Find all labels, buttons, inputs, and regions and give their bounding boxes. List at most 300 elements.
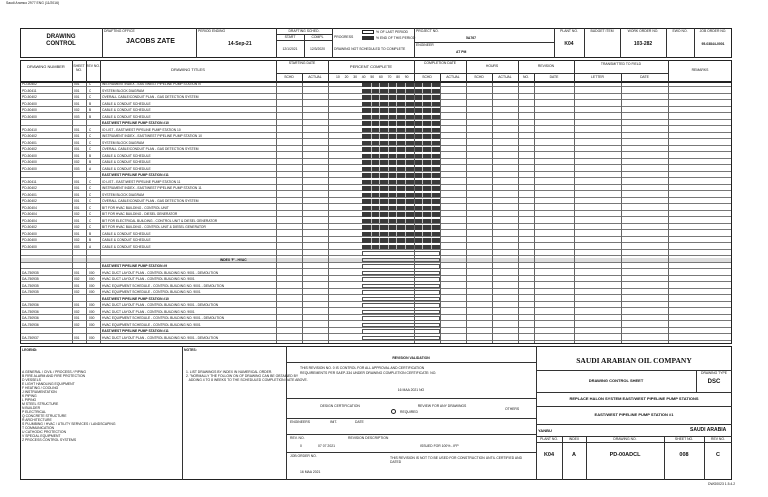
percent-tick: 80 (396, 75, 400, 79)
sheet-cell: 002 (74, 277, 80, 281)
progress-bar (362, 95, 440, 99)
sheet-cell: 001 (74, 303, 80, 307)
notes-list (186, 370, 308, 382)
col-revision: REVISION (537, 64, 555, 68)
title-cell: EAST/WEST PIPELINE PUMP STATION #10 (102, 121, 169, 125)
table-row (20, 128, 732, 133)
title-cell: SYSTEM BLOCK DIAGRAM (102, 140, 144, 145)
rev-cell: B (89, 114, 92, 119)
col-transmitted: TRANSMITTED TO FIELD (600, 62, 642, 66)
date-label: DATE (355, 420, 364, 424)
budget-label: BUDGET ITEM (590, 29, 614, 33)
percent-tick: 50 (370, 75, 375, 79)
col-rev: REV NO. (86, 64, 100, 68)
validation-line-2: REQUIREMENTS PER SAEP-334 UNDER DRAWING COMPLETION CERTIFICATE: NO. (300, 371, 437, 375)
title-line-2: CONTROL (46, 41, 76, 47)
drawing-number-cell: DA-750936 (22, 303, 39, 307)
rev-cell: C (89, 225, 92, 229)
tb-plant: K04 (543, 452, 555, 458)
drawing-number-cell: PD-50402 (22, 95, 37, 99)
drawing-number-cell: PD-50402 (22, 186, 37, 190)
note-item: 2. "NORMALLY THE FOLLOW ON OF DRAWING CAN BE OBTAINED BY (186, 374, 299, 378)
sheet-cell: 001 (74, 95, 80, 99)
tb-sheet-no-label: SHEET NO. (674, 437, 694, 441)
col-revision-date: DATE (549, 75, 559, 79)
progress-bar-empty (362, 297, 440, 301)
tb-rev-label: REV NO. (711, 437, 725, 441)
progress-bar (362, 134, 440, 138)
sheet-cell: 001 (74, 335, 80, 340)
progress-bar-empty (362, 303, 440, 307)
sheet-cell: 001 (74, 186, 80, 190)
office-label: DRAFTING OFFICE (104, 29, 135, 33)
rev-cell: C (89, 192, 92, 197)
col-hours-sched: SCHD (474, 75, 484, 79)
period-label: PERIOD ENDING (198, 29, 226, 33)
table-row (20, 258, 732, 263)
validation-title: REVISION VALIDATION (392, 356, 430, 360)
drawing-number-cell: DA-750935 (22, 270, 39, 275)
title-cell: CABLE & CONDUIT SCHEDULE (102, 101, 151, 106)
sheet-cell: 001 (74, 101, 80, 106)
engineers-label: ENGINEERS (290, 420, 310, 424)
legend-item: D VESSELS (22, 378, 41, 382)
sheet-cell: 001 (74, 270, 80, 275)
rev-no-label: REV. NO. (290, 436, 305, 440)
progress-label: PROGRESS (334, 35, 354, 39)
col-drawing-titles: DRAWING TITLES (171, 67, 205, 72)
rev-cell: 000 (89, 277, 95, 281)
title-cell: CABLE & CONDUIT SCHEDULE (102, 153, 151, 158)
location-left: YANBU (538, 428, 552, 433)
title-cell: EAST/WEST PIPELINE PUMP STATION #9 (102, 264, 168, 268)
table-row (20, 297, 732, 302)
start-date: 12/1/2021 (282, 47, 298, 51)
engineer-label: ENGINEER (416, 43, 434, 47)
col-hours: HOURS (485, 64, 499, 68)
drawing-number-cell: PD-50402 (22, 134, 37, 138)
progress-bar (362, 238, 440, 242)
rev-cell: 000 (89, 270, 95, 275)
rev-cell: C (89, 218, 92, 223)
table-row (20, 271, 732, 276)
validation-line-1: THIS REVISION NO. 0 IS CONTROL FOR ALL APPROVAL AND CERTIFICATION (300, 366, 425, 370)
progress-bar (362, 212, 440, 216)
col-start-actual: ACTUAL (308, 75, 322, 79)
sheet-cell: 001 (74, 140, 80, 145)
table-row (20, 154, 732, 159)
rev-cell: C (89, 179, 92, 184)
title-cell: HVAC DUCT LAYOUT PLAN - CONTROL BUILDING NO. 9001 - DEMOLITION (102, 335, 219, 340)
drawing-number-cell: PD-50400 (22, 231, 37, 236)
drawing-number-cell: PD-50410 (22, 127, 37, 132)
rev-cell: C (89, 186, 92, 190)
table-row (20, 206, 732, 211)
progress-bar (362, 186, 440, 190)
table-row (20, 82, 732, 87)
table-row (20, 141, 732, 146)
rev-cell: 000 (89, 309, 95, 314)
progress-bar-empty (362, 264, 440, 268)
progress-bar (362, 167, 440, 171)
drawing-number-cell: PD-50400 (22, 108, 37, 112)
table-row (20, 238, 732, 243)
progress-bar (362, 121, 440, 125)
job-number: 95-03844-0001 (701, 42, 725, 46)
title-cell: IO LIST - EAST/WEST PIPELINE PUMP STATION 11 (102, 179, 181, 184)
sheet-cell: 003 (74, 166, 80, 171)
table-row (20, 232, 732, 237)
progress-bar (362, 225, 440, 229)
progress-bar-empty (362, 310, 440, 314)
rev-cell: C (89, 212, 92, 216)
legend-this-period: % END OF THIS PERIOD (376, 36, 416, 40)
drawing-number-cell: DA-750935 (22, 283, 39, 288)
percent-tick: 10 (336, 75, 340, 79)
progress-bar (362, 245, 440, 249)
job-order-label: JOB ORDER NO. (290, 454, 317, 458)
col-starting-date: STARTING DATE (288, 61, 316, 65)
table-row (20, 199, 732, 204)
progress-bar-empty (362, 316, 440, 320)
document-reference: Saudi Aramco 2977 ENG (11/2016) (6, 1, 60, 5)
legend-list (22, 370, 182, 442)
table-row (20, 277, 732, 282)
progress-bar (362, 199, 440, 203)
legend-item: B FIRE ALARM AND FIRE PROTECTION (22, 374, 86, 378)
compl-date: 12/3/2020 (309, 47, 326, 51)
table-row (20, 108, 732, 113)
sheet-cell: 002 (74, 212, 80, 216)
location-right: SAUDI ARABIA (690, 427, 727, 433)
job-order-date: 16 MAA 2021 (300, 470, 321, 474)
title-cell: BIT FOR HVAC BUILDING - CONTROL UNIT (102, 205, 169, 210)
workorder-number: 103-282 (633, 41, 653, 47)
rev-cell: B (89, 101, 92, 106)
progress-bar (362, 82, 440, 86)
col-remarks: REMARKS (691, 68, 709, 72)
legend-item: J INSTRUMENTATION (22, 390, 57, 394)
progress-bar (362, 102, 440, 106)
tb-sheet-no: 008 (679, 452, 689, 458)
title-cell: HVAC EQUIPMENT SCHEDULE - CONTROL BUILDING NO. 9001 (102, 322, 201, 327)
table-row (20, 134, 732, 139)
legend-item: U CATHODIC PROTECTION (22, 430, 67, 434)
progress-bar (362, 180, 440, 184)
progress-bar (362, 160, 440, 164)
table-row (20, 95, 732, 100)
drawing-type: DSC (707, 379, 721, 385)
legend-title: LEGEND: (22, 348, 38, 352)
table-row (20, 180, 732, 185)
col-revision-no: NO. (522, 75, 530, 79)
legend-item: S PLUMBING / HVAC / UTILITY SERVICES / LANDSCAPING (22, 422, 116, 426)
drawing-type-label: DRAWING TYPE (701, 371, 727, 375)
title-cell: BIT FOR HVAC BUILDING - CONTROL UNIT & DIESEL GENERATOR (102, 225, 206, 229)
progress-bar (362, 173, 440, 177)
title-cell: CABLE & CONDUIT SCHEDULE (102, 166, 151, 171)
rev-cell: C (89, 205, 92, 210)
sheet-cell: 001 (74, 231, 80, 236)
table-row (20, 316, 732, 321)
sheet-cell: 002 (74, 160, 80, 164)
rev-cell: C (89, 82, 92, 86)
sheet-cell: 002 (74, 290, 80, 294)
legend-item: F HEATING / COOLING (22, 386, 59, 390)
rev-cell: C (89, 199, 92, 203)
title-cell: SYSTEM BLOCK DIAGRAM (102, 88, 144, 93)
title-cell: HVAC DUCT LAYOUT PLAN - CONTROL BUILDING NO. 9001 (102, 277, 195, 281)
drawing-number-cell: PD-50402 (22, 199, 37, 203)
title-cell: CABLE & CONDUIT SCHEDULE (102, 114, 151, 119)
title-cell: OVERALL CABLE/CONDUIT PLAN - GAS DETECTION SYSTEM (102, 147, 199, 151)
bottom-code: DWG0023 1.5.4.2 (708, 482, 736, 486)
sheet-cell: 001 (74, 316, 80, 320)
progress-bar (362, 115, 440, 119)
drafting-office: JACOBS ZATE (126, 38, 175, 45)
rev-cell: C (89, 127, 92, 132)
drawing-number-cell: DA-750937 (22, 335, 39, 340)
col-transmit-date: DATE (640, 75, 649, 79)
drawing-number-cell: PD-50402 (22, 147, 37, 151)
legend-item: E LIGHT HANDLING EQUIPMENT (22, 382, 75, 386)
col-start-sched: SCHD (284, 75, 294, 79)
title-cell: INDEX 'F' - HVAC (220, 257, 247, 262)
legend-item: Q CONCRETE STRUCTURE (22, 414, 67, 418)
title-cell: OVERALL CABLE/CONDUIT PLAN - GAS DETECTION SYSTEM (102, 95, 199, 99)
tb-plant-label: PLANT NO. (540, 437, 558, 441)
drawing-number-cell: PD-50400 (22, 114, 37, 119)
sheet-cell: 002 (74, 225, 80, 229)
table-row (20, 89, 732, 94)
table-row (20, 245, 732, 250)
col-percent-complete: PERCENT COMPLETE (349, 64, 393, 69)
rev-cell: C (89, 140, 92, 145)
title-cell: OVERALL CABLE/CONDUIT PLAN - GAS DETECTION SYSTEM (102, 199, 199, 203)
drawing-number-cell: PD-50404 (22, 218, 37, 223)
table-row (20, 115, 732, 120)
control-sheet-title: DRAWING CONTROL SHEET (588, 378, 644, 383)
progress-bar-empty (362, 251, 440, 255)
table-row (20, 329, 732, 334)
drawing-number-cell: DA-750935 (22, 277, 39, 281)
title-cell: CABLE & CONDUIT SCHEDULE (102, 108, 151, 112)
title-cell: CABLE & CONDUIT SCHEDULE (102, 160, 151, 164)
progress-bar-empty (362, 277, 440, 281)
rev-cell: 000 (89, 290, 95, 294)
others-label: OTHERS (505, 407, 520, 411)
sheet-cell: 002 (74, 322, 80, 327)
legend-swatch-this (362, 36, 374, 40)
drawing-number-cell: PD-50400 (22, 101, 37, 106)
required-label: REQUIRED (400, 410, 418, 414)
validation-line-3: 16 MAA 2021 NO (397, 388, 425, 392)
progress-bar-empty (362, 284, 440, 288)
title-cell: CABLE & CONDUIT SCHEDULE (102, 244, 151, 249)
tb-drawing-no-label: DRAWING NO. (613, 437, 637, 441)
title-cell: SYSTEM BLOCK DIAGRAM (102, 192, 144, 197)
title-cell: EAST/WEST PIPELINE PUMP STATION #10 (102, 296, 169, 301)
sheet-cell: 001 (74, 82, 80, 86)
drawing-number-cell: PD-50402 (22, 82, 37, 86)
progress-bar (362, 147, 440, 151)
percent-tick: 90 (404, 75, 409, 79)
title-cell: HVAC DUCT LAYOUT PLAN - CONTROL BUILDING NO. 9001 - DEMOLITION (102, 303, 219, 307)
legend-item: T COMMUNICATION (22, 426, 55, 430)
review-label: REVIEW FOR ANY DRAWINGS (417, 404, 467, 408)
table-row (20, 121, 732, 126)
percent-ticks (336, 75, 414, 81)
legend-item: L PIPING (22, 398, 37, 402)
ewo-label: EWO NO. (672, 29, 688, 33)
title-cell: BIT FOR HVAC BUILDING - DIESEL GENERATOR (102, 212, 178, 216)
percent-tick: 40 (361, 75, 366, 79)
sheet-cell: 001 (74, 218, 80, 223)
sheet-cell: 003 (74, 244, 80, 249)
sheet-cell: 001 (74, 127, 80, 132)
notes-title: NOTES: (184, 348, 197, 352)
table-row (20, 310, 732, 315)
tb-rev: C (716, 452, 720, 458)
legend-item: R ARCHITECTURE (22, 418, 52, 422)
compl-label: COMPL (311, 35, 324, 39)
rev-cell: C (89, 88, 92, 93)
rev-cell: 000 (89, 316, 95, 320)
rev-cell: A (89, 244, 92, 249)
table-row (20, 193, 732, 198)
period-ending: 14-Sep-21 (228, 41, 252, 47)
table-row (20, 264, 732, 269)
sheet-cell: 001 (74, 199, 80, 203)
rev-cell: C (89, 134, 92, 138)
start-label: START (284, 35, 296, 39)
progress-bar (362, 219, 440, 223)
title-cell: HVAC EQUIPMENT SCHEDULE - CONTROL BUILDING NO. 9001 (102, 290, 201, 294)
rev-cell: B (89, 108, 92, 112)
rev-cell: B (89, 231, 92, 236)
sheet-cell: 001 (74, 134, 80, 138)
legend-item: N BUILDER (22, 406, 41, 410)
drawing-number-cell: DA-750936 (22, 316, 39, 320)
table-row (20, 147, 732, 152)
legend-swatch-last (362, 30, 374, 34)
drawing-number-cell: PD-50404 (22, 212, 37, 216)
table-row (20, 336, 732, 341)
progress-bar-empty (362, 271, 440, 275)
progress-bar-empty (362, 329, 440, 333)
drawing-number-cell: PD-50400 (22, 244, 37, 249)
drawing-number-cell: PD-50401 (22, 140, 37, 145)
progress-bar-empty (362, 323, 440, 327)
sheet-cell: 001 (74, 88, 80, 93)
sheet-title (20, 34, 102, 48)
title-cell: BIT FOR ELECTRICAL BUILDING - CONTROL UNIT & DIESEL GENERATOR (102, 218, 218, 223)
rev-date-value: 07 07 2021 (318, 444, 335, 448)
title-cell: HVAC EQUIPMENT SCHEDULE - CONTROL BUILDING NO. 9001 - DEMOLITION (102, 316, 225, 320)
rev-desc-label: REVISION DESCRIPTION (348, 436, 389, 440)
sheet-cell: 001 (74, 179, 80, 184)
rev-cell: 000 (89, 283, 95, 288)
title-cell: HVAC DUCT LAYOUT PLAN - CONTROL BUILDING NO. 9001 - DEMOLITION (102, 270, 219, 275)
drawing-number-cell: DA-750936 (22, 322, 39, 327)
design-cert-label: DESIGN CERTIFICATION (320, 404, 360, 408)
drawing-number-cell: DA-750935 (22, 290, 39, 294)
required-radio[interactable] (391, 409, 396, 414)
schedule-label: DRAFTING SCHED. (288, 29, 320, 33)
table-row (20, 167, 732, 172)
project-description-2: EAST/WEST PIPELINE PUMP STATION #1 (594, 412, 674, 417)
drawing-number-cell: PD-50411 (22, 179, 37, 184)
sheet-cell: 001 (74, 147, 80, 151)
sheet-cell: 002 (74, 108, 80, 112)
drawing-number-cell: PD-50404 (22, 205, 37, 210)
drawing-number-cell: PD-50400 (22, 166, 37, 171)
table-row (20, 160, 732, 165)
progress-bar (362, 193, 440, 197)
title-line-1: DRAWING (46, 34, 76, 40)
table-row (20, 251, 732, 256)
sheet-cell: 001 (74, 192, 80, 197)
progress-bar (362, 89, 440, 93)
col-hours-actual: ACTUAL (498, 75, 512, 79)
col-sheet: SHEET NO. (73, 64, 85, 72)
rev-cell: C (89, 95, 92, 99)
rev-cell: 000 (89, 335, 95, 340)
tb-drawing-no: PD-00ADCL (609, 452, 641, 458)
legend-item: V SPECIAL EQUIPMENT (22, 434, 61, 438)
engineer-value: AT PM (456, 50, 467, 54)
legend-item: M STEEL STRUCTURE (22, 402, 59, 406)
progress-bar-empty (362, 290, 440, 294)
table-row (20, 284, 732, 289)
legend-item: K PIPING (22, 394, 37, 398)
percent-tick: 30 (353, 75, 357, 79)
validation-footer-note: THIS REVISION IS NOT TO BE USED FOR CONSTRUCTION UNTIL CERTIFIED AND DATED (390, 456, 523, 464)
plant-number: K04 (564, 41, 574, 47)
title-cell: INSTRUMENT INDEX - EAST/WEST PIPELINE PUMP STATION 11 (102, 186, 202, 190)
company-name: SAUDI ARABIAN OIL COMPANY (576, 356, 692, 365)
title-cell: CABLE & CONDUIT SCHEDULE (102, 231, 151, 236)
progress-bar (362, 232, 440, 236)
sheet-cell: 001 (74, 283, 80, 288)
title-cell: INSTRUMENT INDEX - EAST/WEST PIPELINE PUMP STATION 10 (102, 134, 202, 138)
title-cell: IO LIST - EAST/WEST PIPELINE PUMP STATION 10 (102, 127, 181, 132)
project-number: 5A767 (466, 36, 476, 40)
sheet-cell: 003 (74, 114, 80, 119)
title-cell: HVAC DUCT LAYOUT PLAN - CONTROL BUILDING NO. 9001 (102, 309, 195, 314)
table-row (20, 212, 732, 217)
drawing-number-cell: PD-50400 (22, 238, 37, 242)
rev-cell: B (89, 153, 92, 158)
sheet-cell: 001 (74, 153, 80, 158)
workorder-label: WORK ORDER NO. (627, 29, 659, 33)
rev-cell: B (89, 238, 92, 242)
drawing-list (0, 82, 768, 344)
sheet-cell: 002 (74, 309, 80, 314)
rev-cell: C (89, 147, 92, 151)
rev-cell: B (89, 160, 92, 164)
rev-desc-value: ISSUED FOR 100% - IFP (420, 444, 459, 448)
project-label: PROJECT NO. (416, 29, 439, 33)
title-cell: CABLE & CONDUIT SCHEDULE (102, 238, 151, 242)
table-row (20, 323, 732, 328)
drawing-number-cell: PD-50401 (22, 192, 37, 197)
note-item: 1. LIST DRAWINGS BY INDEX IN NUMERICAL ORDER. (186, 370, 273, 374)
progress-bar-empty (362, 336, 440, 340)
table-row (20, 186, 732, 191)
col-drawing-number: DRAWING NUMBER (27, 64, 65, 69)
drawing-number-cell: PD-50400 (22, 160, 37, 164)
